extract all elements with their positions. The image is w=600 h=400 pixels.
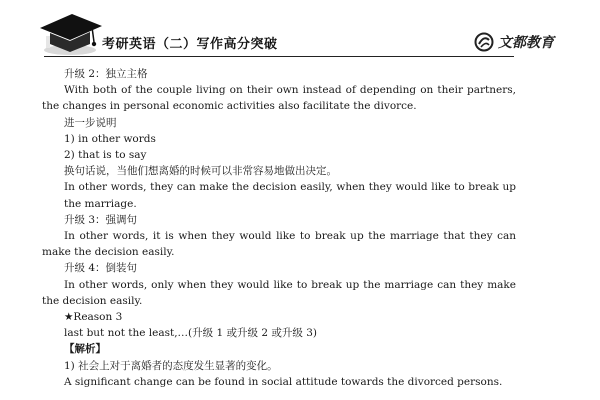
analysis-label: 【解析】 <box>64 343 106 356</box>
analysis-1-zh: 1) 社会上对于离婚者的态度发生显著的变化。 <box>64 359 278 372</box>
graduation-cap-icon <box>36 6 106 58</box>
wendu-logo-icon <box>474 32 494 52</box>
analysis-1-en: A significant change can be found in social attitude towards the divorced persons. <box>64 375 503 388</box>
reason3: ★Reason 3 <box>64 311 123 324</box>
brand-name: 文都教育 <box>498 35 554 51</box>
upgrade2-en: With both of the couple living on their own instead of depending on their partners, the changes in personal economic activities also facilitate the divorce. <box>42 84 516 113</box>
zh-sentence: 换句话说，当他们想离婚的时候可以非常容易地做出决定。 <box>64 165 337 178</box>
upgrade2-label: 升级 2：独立主格 <box>64 68 148 80</box>
brand-logo <box>474 32 554 52</box>
page-body <box>42 66 516 390</box>
upgrade3-en: In other words, it is when they would like to break up the marriage that they can make the decision easily. <box>42 230 516 259</box>
further-2: 2) that is to say <box>64 149 147 162</box>
book-title: 考研英语（二）写作高分突破 <box>102 37 278 52</box>
further-1: 1) in other words <box>64 132 156 145</box>
upgrade4-label: 升级 4：倒装句 <box>64 262 138 275</box>
header-divider <box>44 56 514 57</box>
en-sentence: In other words, they can make the decision easily, when they would like to break up the marriage. <box>64 181 516 210</box>
reason3-line: last but not the least,…(升级 1 或升级 2 或升级 3) <box>64 327 317 340</box>
upgrade3-label: 升级 3：强调句 <box>64 213 138 226</box>
upgrade4-en: In other words, only when they would like to break up the marriage can they make the decision easily. <box>42 278 516 307</box>
further-label: 进一步说明 <box>64 116 117 129</box>
page-header <box>0 0 600 62</box>
